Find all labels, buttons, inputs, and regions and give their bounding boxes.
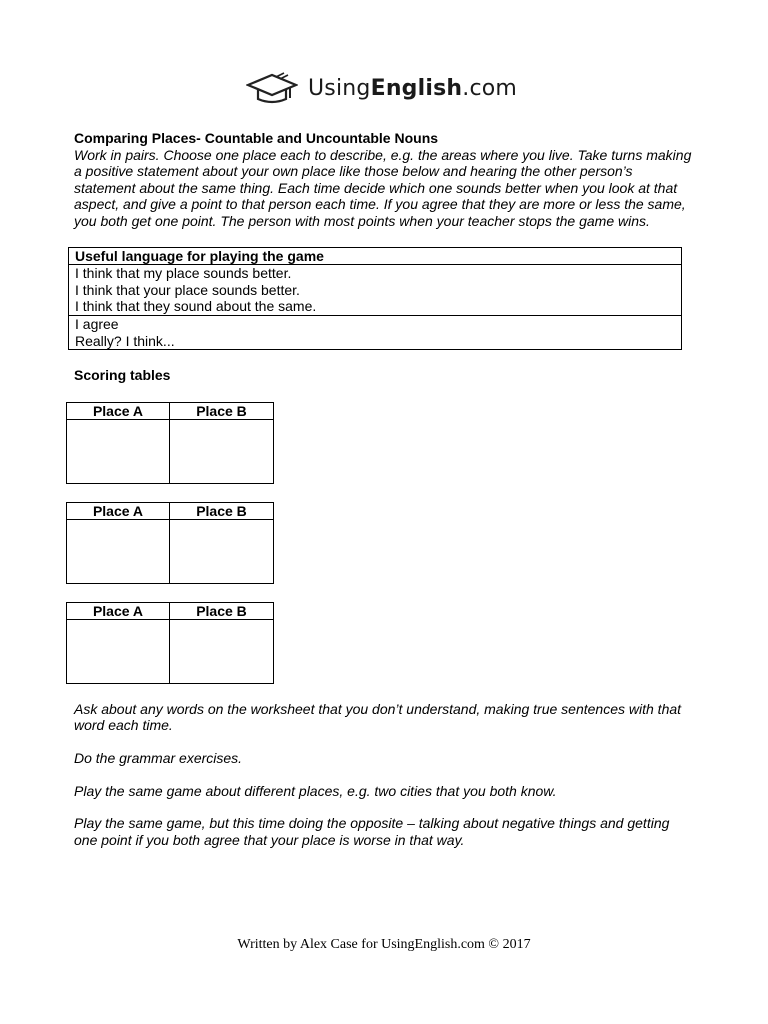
- useful-language-group-2: [69, 315, 682, 349]
- score-cell: [169, 519, 273, 583]
- logo-text: UsingEnglish.com: [308, 75, 518, 101]
- useful-language-table: [68, 247, 682, 351]
- instruction-paragraph: Play the same game about different places, e.g. two cities that you both know.: [74, 782, 557, 799]
- instruction-paragraph: Do the grammar exercises.: [74, 749, 243, 766]
- score-cell: [67, 419, 170, 483]
- useful-language-group-1: [69, 265, 682, 316]
- score-cell: [169, 619, 273, 683]
- scoring-table: [66, 602, 274, 684]
- column-header-place-a: Place A: [67, 502, 170, 519]
- scoring-table: [66, 402, 274, 484]
- worksheet-content: [74, 130, 694, 848]
- logo[interactable]: [246, 68, 517, 108]
- useful-language-header: Useful language for playing the game: [69, 247, 682, 265]
- column-header-place-a: Place A: [67, 402, 170, 419]
- instruction-paragraph: Ask about any words on the worksheet that you don’t understand, making true sentences with that word each time.: [74, 700, 682, 734]
- intro-paragraph: Work in pairs. Choose one place each to describe, e.g. the areas where you live. Take turns making a positive statement about your own place like those below and hearing the other person’s statement about the same thing. Each time decide which one sounds better when you look at that aspect, and give a point to that person each time. If you agree that they are more or less the same, you both get one point. The person with most points when your teacher stops the game wins.: [74, 146, 692, 229]
- column-header-place-b: Place B: [169, 502, 273, 519]
- instruction-paragraph: Play the same game, but this time doing the opposite – talking about negative things and getting one point if you both agree that your place is worse in that way.: [74, 815, 670, 848]
- scoring-table: [66, 502, 274, 584]
- worksheet-title: Comparing Places- Countable and Uncountable Nouns: [74, 130, 439, 146]
- phrase: I think that my place sounds better.: [75, 265, 292, 282]
- column-header-place-b: Place B: [169, 602, 273, 619]
- column-header-place-b: Place B: [169, 402, 273, 419]
- phrase: I agree: [75, 315, 119, 332]
- score-cell: [67, 519, 170, 583]
- score-cell: [169, 419, 273, 483]
- phrase: I think that they sound about the same.: [75, 298, 317, 315]
- footer-credit: Written by Alex Case for UsingEnglish.com © 2017: [237, 937, 531, 952]
- score-cell: [67, 619, 170, 683]
- phrase: I think that your place sounds better.: [75, 281, 300, 298]
- graduation-cap-icon: [246, 71, 298, 105]
- column-header-place-a: Place A: [67, 602, 170, 619]
- scoring-title: Scoring tables: [74, 367, 171, 384]
- phrase: Really? I think...: [75, 332, 175, 349]
